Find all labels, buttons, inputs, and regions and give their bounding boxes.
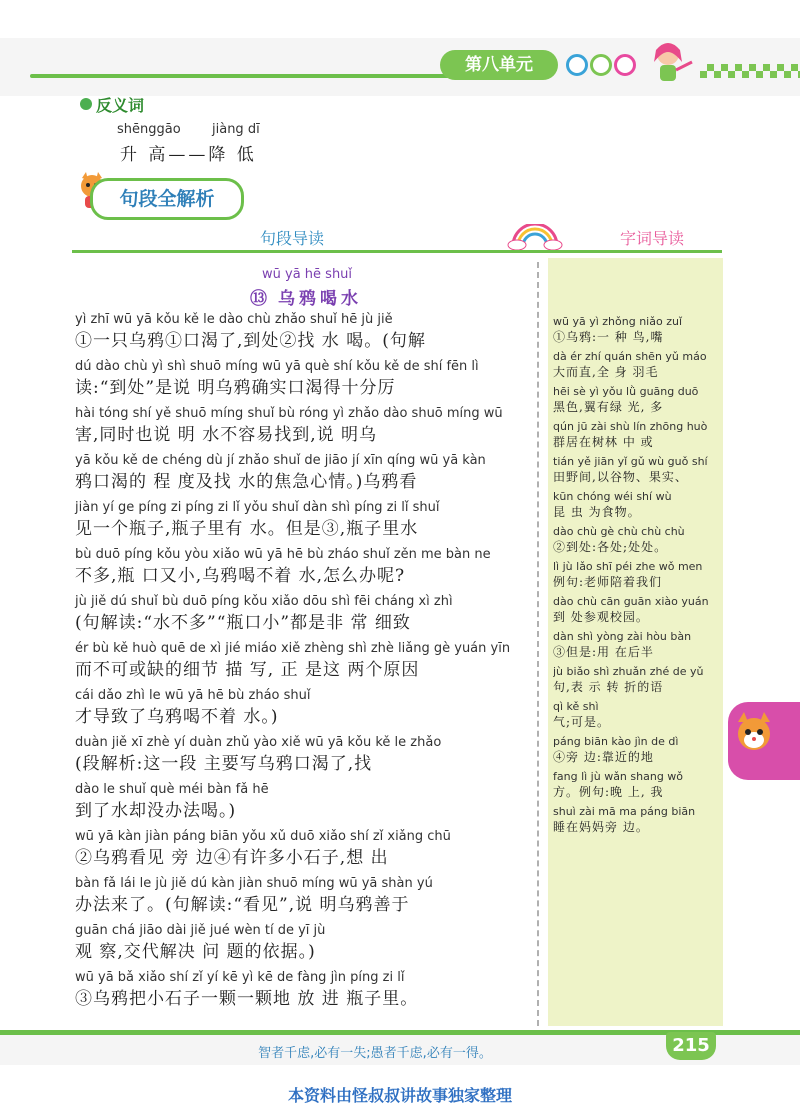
text-line: 而不可或缺的细节 描 写, 正 是这 两个原因 <box>75 660 420 680</box>
pinyin-line: shuì zài mā ma páng biān <box>553 805 696 818</box>
ring-icon <box>614 54 636 76</box>
pinyin-line: wū yā kàn jiàn páng biān yǒu xǔ duō xiǎo shí zǐ xiǎng chū <box>75 829 451 844</box>
text-line: 大而直,全 身 羽毛 <box>553 365 659 379</box>
bullet-dot-icon <box>80 98 92 110</box>
checker-decoration <box>700 64 800 78</box>
column-header-right: 字词导读 <box>620 229 685 248</box>
text-line: ②乌鸦看见 旁 边④有许多小石子,想 出 <box>75 848 389 868</box>
pinyin-line: guān chá jiāo dài jiě jué wèn tí de yī jù <box>75 923 326 938</box>
rainbow-cloud-icon <box>505 224 565 250</box>
text-line: 办法来了。(句解读:“看见”,说 明乌鸦善于 <box>75 895 410 915</box>
pinyin-line: jù jiě dú shuǐ bù duō píng kǒu xiǎo dōu shì fēi cháng xì zhì <box>75 594 453 609</box>
pinyin-line: dàn shì yòng zài hòu bàn <box>553 630 692 643</box>
text-line: 害,同时也说 明 水不容易找到,说 明乌 <box>75 425 378 445</box>
pinyin-line: qún jū zài shù lín zhōng huò <box>553 420 708 433</box>
text-line: 观 察,交代解决 问 题的依据。) <box>75 942 316 962</box>
ring-icon <box>566 54 588 76</box>
text-line: 方。例句:晚 上, 我 <box>553 785 664 799</box>
text-line: 见一个瓶子,瓶子里有 水。但是③,瓶子里水 <box>75 519 419 539</box>
antonyms-heading: 反义词 <box>96 96 145 115</box>
ring-icon <box>590 54 612 76</box>
text-line: ②到处:各处;处处。 <box>553 540 668 554</box>
pinyin-line: dào le shuǐ què méi bàn fǎ hē <box>75 782 269 797</box>
text-line: 句,表 示 转 折的语 <box>553 680 664 694</box>
pinyin-line: páng biān kào jìn de dì <box>553 735 679 748</box>
text-line: ④旁 边:靠近的地 <box>553 750 654 764</box>
pinyin-line: wū yā yì zhǒng niǎo zuǐ <box>553 315 682 328</box>
column-header-left: 句段导读 <box>260 229 325 248</box>
text-line: (句解读:“水不多”“瓶口小”都是非 常 细致 <box>75 613 411 633</box>
text-line: 到 处参观校园。 <box>553 610 649 624</box>
pinyin-line: kūn chóng wéi shí wù <box>553 490 672 503</box>
text-line: 昆 虫 为食物。 <box>553 505 641 519</box>
pinyin-line: cái dǎo zhì le wū yā hē bù zháo shuǐ <box>75 688 311 703</box>
pinyin-line: dú dào chù yì shì shuō míng wū yā què shí kǒu kě de shí fēn lì <box>75 359 479 374</box>
footer-quote: 智者千虑,必有一失;愚者千虑,必有一得。 <box>258 1046 492 1061</box>
pinyin-line: jù biǎo shì zhuǎn zhé de yǔ <box>553 665 704 678</box>
lesson-number: ⑬ <box>250 289 267 309</box>
lesson-title: 乌鸦喝水 <box>278 289 362 309</box>
pinyin-line: hēi sè yì yǒu lǜ guāng duō <box>553 385 699 398</box>
text-line: 睡在妈妈旁 边。 <box>553 820 649 834</box>
text-line: 田野间,以谷物、果实、 <box>553 470 688 484</box>
pinyin-line: duàn jiě xī zhè yí duàn zhǔ yào xiě wū yā kǒu kě le zhǎo <box>75 735 442 750</box>
text-line: ①一只乌鸦①口渴了,到处②找 水 喝。(句解 <box>75 331 426 351</box>
fox-face-icon <box>734 712 774 756</box>
antonym-pair: 升 高——降 低 <box>120 145 257 165</box>
text-line: 读:“到处”是说 明乌鸦确实口渴得十分厉 <box>75 378 396 398</box>
page-number: 215 <box>666 1032 716 1060</box>
unit-label: 第八单元 <box>440 50 558 80</box>
text-line: 才导致了乌鸦喝不着 水。) <box>75 707 279 727</box>
girl-illustration-icon <box>640 38 698 88</box>
pinyin-line: tián yě jiān yǐ gǔ wù guǒ shí <box>553 455 708 468</box>
antonym-pinyin-1: shēnggāo <box>117 122 181 137</box>
text-line: 气;可是。 <box>553 715 611 729</box>
pinyin-line: yì zhī wū yā kǒu kě le dào chù zhǎo shuǐ hē jù jiě <box>75 312 393 327</box>
text-line: 鸦口渴的 程 度及找 水的焦急心情。)乌鸦看 <box>75 472 418 492</box>
text-line: ①乌鸦:一 种 鸟,嘴 <box>553 330 664 344</box>
section-banner: 句段全解析 <box>90 178 244 220</box>
pinyin-line: qì kě shì <box>553 700 599 713</box>
pinyin-line: dà ér zhí quán shēn yǔ máo <box>553 350 707 363</box>
text-line: 不多,瓶 口又小,乌鸦喝不着 水,怎么办呢? <box>75 566 406 586</box>
pinyin-line: hài tóng shí yě shuō míng shuǐ bù róng yì zhǎo dào shuō míng wū <box>75 406 503 421</box>
text-line: ③乌鸦把小石子一颗一颗地 放 进 瓶子里。 <box>75 989 419 1009</box>
antonym-pinyin-2: jiàng dī <box>212 122 260 137</box>
pinyin-line: yā kǒu kě de chéng dù jí zhǎo shuǐ de jiāo jí xīn qíng wū yā kàn <box>75 453 486 468</box>
text-line: 群居在树林 中 或 <box>553 435 654 449</box>
text-line: 例句:老师陪着我们 <box>553 575 663 589</box>
pinyin-line: bàn fǎ lái le jù jiě dú kàn jiàn shuō míng wū yā shàn yú <box>75 876 433 891</box>
column-header-rule <box>72 250 722 253</box>
text-line: ③但是:用 在后半 <box>553 645 654 659</box>
pinyin-line: dào chù gè chù chù chù <box>553 525 685 538</box>
pinyin-line: fang lì jù wǎn shang wǒ <box>553 770 684 783</box>
text-line: 到了水却没办法喝。) <box>75 801 237 821</box>
column-divider <box>537 262 539 1026</box>
text-line: 黑色,翼有绿 光, 多 <box>553 400 664 414</box>
lesson-title-pinyin: wū yā hē shuǐ <box>262 267 353 282</box>
pinyin-line: jiàn yí ge píng zi píng zi lǐ yǒu shuǐ dàn shì píng zi lǐ shuǐ <box>75 500 440 515</box>
text-line: (段解析:这一段 主要写乌鸦口渴了,找 <box>75 754 373 774</box>
header-rule <box>30 74 450 78</box>
source-note: 本资料由怪叔叔讲故事独家整理 <box>287 1086 512 1105</box>
pinyin-line: lì jù lǎo shī péi zhe wǒ men <box>553 560 703 573</box>
pinyin-line: wū yā bǎ xiǎo shí zǐ yí kē yì kē de fàng jìn píng zi lǐ <box>75 970 405 985</box>
pinyin-line: ér bù kě huò quē de xì jié miáo xiě zhèng shì zhè liǎng gè yuán yīn <box>75 641 511 656</box>
pinyin-line: dào chù cān guān xiào yuán <box>553 595 709 608</box>
pinyin-line: bù duō píng kǒu yòu xiǎo wū yā hē bù zháo shuǐ zěn me bàn ne <box>75 547 491 562</box>
